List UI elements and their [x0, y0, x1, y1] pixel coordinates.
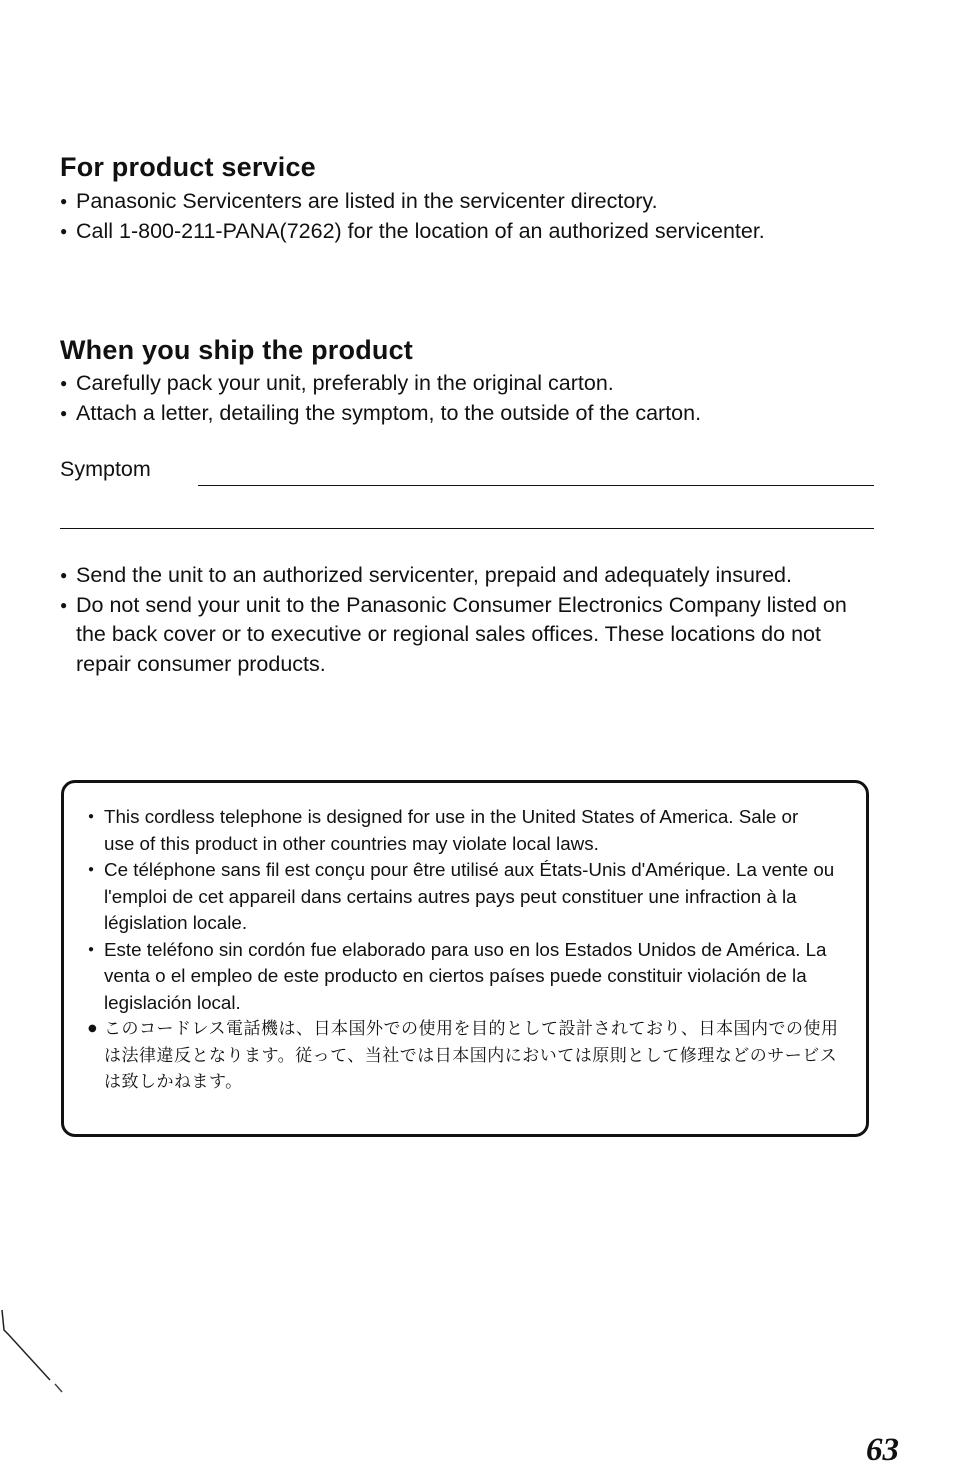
list-item: ● Attach a letter, detailing the symptom, to the outside of the carton.: [60, 399, 900, 429]
usage-notice-box: [61, 780, 869, 1137]
notice-item-spanish: ● Este teléfono sin cordón fue elaborado para uso en los Estados Unidos de América. La venta o el empleo de este producto en ciertos países puede constituir violación de la legislación local.: [88, 937, 848, 1017]
shipping-list: [60, 369, 900, 428]
section-title-shipping: When you ship the product: [60, 335, 413, 365]
section-title-product-service: For product service: [60, 152, 316, 182]
scan-mark: [0, 1300, 80, 1410]
notice-item-english: ● This cordless telephone is designed for use in the United States of America. Sale or use of this product in other countries may violate local laws.: [88, 804, 848, 857]
shipping-instructions-list: [60, 561, 880, 679]
symptom-blank-line-2: [60, 528, 874, 529]
usage-notice-list: [88, 804, 848, 1096]
list-item: ● Call 1-800-211-PANA(7262) for the location of an authorized servicenter.: [60, 217, 900, 247]
list-item: ● Carefully pack your unit, preferably in the original carton.: [60, 369, 900, 399]
symptom-label: Symptom: [60, 457, 151, 481]
list-item: ● Do not send your unit to the Panasonic Consumer Electronics Company listed on the back cover or to executive or regional sales offices. These locations do not repair consumer products.: [60, 591, 880, 680]
symptom-blank-line-1: [198, 485, 874, 486]
list-item: ● Send the unit to an authorized servicenter, prepaid and adequately insured.: [60, 561, 880, 591]
page-number: 63: [866, 1432, 899, 1468]
product-service-list: [60, 187, 900, 246]
list-item: ● Panasonic Servicenters are listed in the servicenter directory.: [60, 187, 900, 217]
notice-item-french: ● Ce téléphone sans fil est conçu pour être utilisé aux États-Unis d'Amérique. La vente ou l'emploi de cet appareil dans certains autres pays peut constituer une infraction à la législation locale.: [88, 857, 848, 937]
notice-item-japanese: ● このコードレス電話機は、日本国外での使用を目的として設計されており、日本国内での使用は法律違反となります。従って、当社では日本国内においては原則として修理などのサービスは致しかねます。: [88, 1016, 848, 1096]
